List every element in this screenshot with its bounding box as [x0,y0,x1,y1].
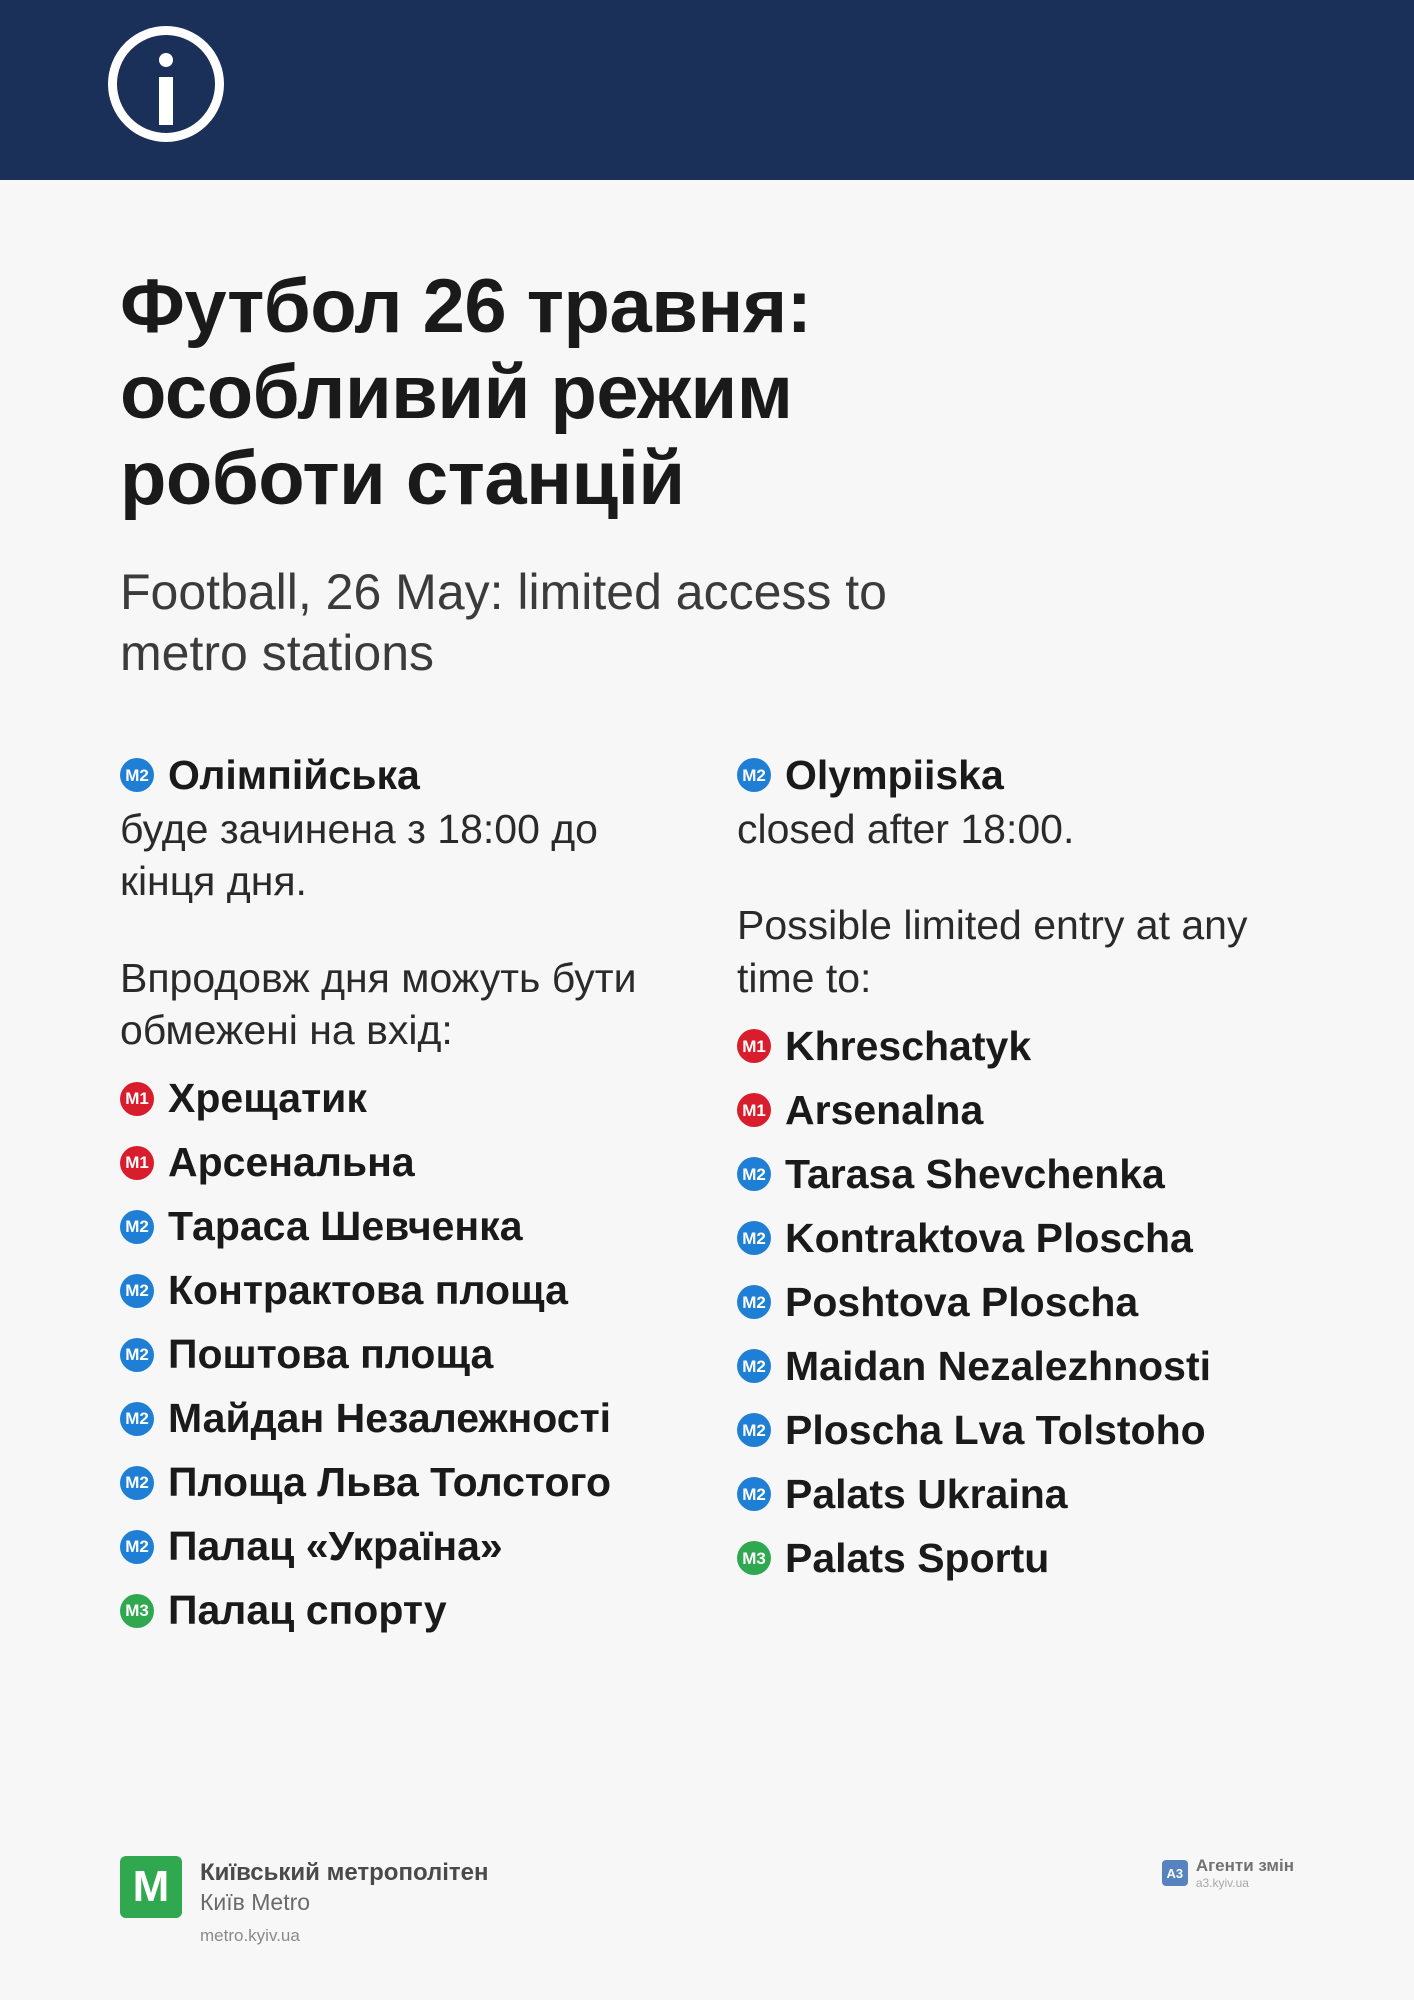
list-item [120,1071,677,1127]
station-name: Palats Sportu [785,1534,1050,1581]
metro-logo-icon: M [120,1856,182,1918]
list-item [737,1402,1294,1458]
list-item [737,1082,1294,1138]
info-icon-dot [159,53,173,67]
station-name: Poshtova Ploscha [785,1278,1139,1325]
list-item [120,1583,677,1639]
station-name: Palats Ukraina [785,1470,1068,1517]
section-lead-en: Possible limited entry at any time to: [737,902,1248,1001]
line-badge-m2-icon: M2 [737,1477,771,1511]
line-badge-m2-icon: M2 [737,1349,771,1383]
station-name: Площа Льва Толстого [168,1459,612,1505]
line-badge-m3-icon: M3 [120,1594,154,1628]
line-badge-m1-icon: M1 [737,1029,771,1063]
line-badge-m2-icon: M2 [120,758,154,792]
station-name: Ploscha Lva Tolstoho [785,1406,1206,1453]
line-badge-m1-icon: M1 [120,1082,154,1116]
brand [120,1856,489,1946]
station-name: Тараса Шевченка [168,1203,523,1249]
column-ukrainian [120,752,677,1647]
closed-station-text-uk: буде зачинена з 18:00 до кінця дня. [120,805,598,905]
footer [0,1856,1414,1946]
list-item [737,1530,1294,1586]
line-badge-m2-icon: M2 [120,1530,154,1564]
page-subtitle: Football, 26 May: limited access to metro stations [120,563,887,681]
brand-text [200,1856,489,1946]
partner-logo-icon: A3 [1162,1860,1188,1886]
station-name: Хрещатик [168,1075,367,1121]
line-badge-m2-icon: M2 [737,1285,771,1319]
list-item [120,1519,677,1575]
columns [120,752,1294,1647]
line-badge-m1-icon: M1 [737,1093,771,1127]
info-icon-stem [159,77,173,125]
station-name: Арсенальна [168,1139,415,1185]
station-name: Майдан Незалежності [168,1395,612,1441]
list-item [120,1199,677,1255]
list-item [120,1263,677,1319]
station-name: Контрактова площа [168,1267,568,1313]
closed-station-name-uk: Олімпійська [168,751,420,798]
station-name: Поштова площа [168,1331,494,1377]
line-badge-m2-icon: M2 [120,1338,154,1372]
station-name: Палац «Україна» [168,1523,503,1569]
partner-url[interactable]: a3.kyiv.ua [1195,1876,1249,1891]
station-name: Kontraktova Ploscha [785,1214,1193,1261]
brand-url[interactable]: metro.kyiv.ua [200,1926,300,1945]
closed-station-name-en: Olympiiska [785,751,1004,798]
list-item [737,1146,1294,1202]
section-lead-uk: Впродовж дня можуть бути обмежені на вхід: [120,954,637,1054]
line-badge-m3-icon: M3 [737,1541,771,1575]
partner-credit [1162,1856,1294,1890]
list-item [120,1391,677,1447]
line-badge-m2-icon: M2 [120,1274,154,1308]
station-list-uk [120,1071,677,1639]
closed-station-text-en: closed after 18:00. [737,805,1075,852]
partner-name: Агенти змін [1195,1856,1294,1876]
line-badge-m2-icon: M2 [120,1402,154,1436]
brand-subtitle: Київ Metro [200,1889,311,1916]
list-item [737,1018,1294,1074]
list-item [737,1466,1294,1522]
page-title: Футбол 26 травня: особливий режим роботи станцій [120,264,812,521]
station-list-en [737,1018,1294,1586]
list-item [120,1455,677,1511]
list-item [737,1274,1294,1330]
header-band [0,0,1414,180]
station-name: Tarasa Shevchenka [785,1150,1165,1197]
station-name: Палац спорту [168,1587,447,1633]
line-badge-m1-icon: M1 [120,1146,154,1180]
info-icon [108,26,224,142]
line-badge-m2-icon: M2 [737,1157,771,1191]
line-badge-m2-icon: M2 [737,1413,771,1447]
list-item [737,1338,1294,1394]
list-item [120,1135,677,1191]
station-name: Khreschatyk [785,1022,1032,1069]
line-badge-m2-icon: M2 [737,1221,771,1255]
line-badge-m2-icon: M2 [120,1466,154,1500]
content [0,180,1414,1647]
station-name: Maidan Nezalezhnosti [785,1342,1212,1389]
column-english [737,752,1294,1647]
list-item [737,1210,1294,1266]
closed-station-row-en [737,752,1294,799]
line-badge-m2-icon: M2 [120,1210,154,1244]
brand-title: Київський метрополітен [200,1859,489,1887]
list-item [120,1327,677,1383]
station-name: Arsenalna [785,1086,984,1133]
closed-station-row-uk [120,752,677,799]
line-badge-m2-icon: M2 [737,758,771,792]
